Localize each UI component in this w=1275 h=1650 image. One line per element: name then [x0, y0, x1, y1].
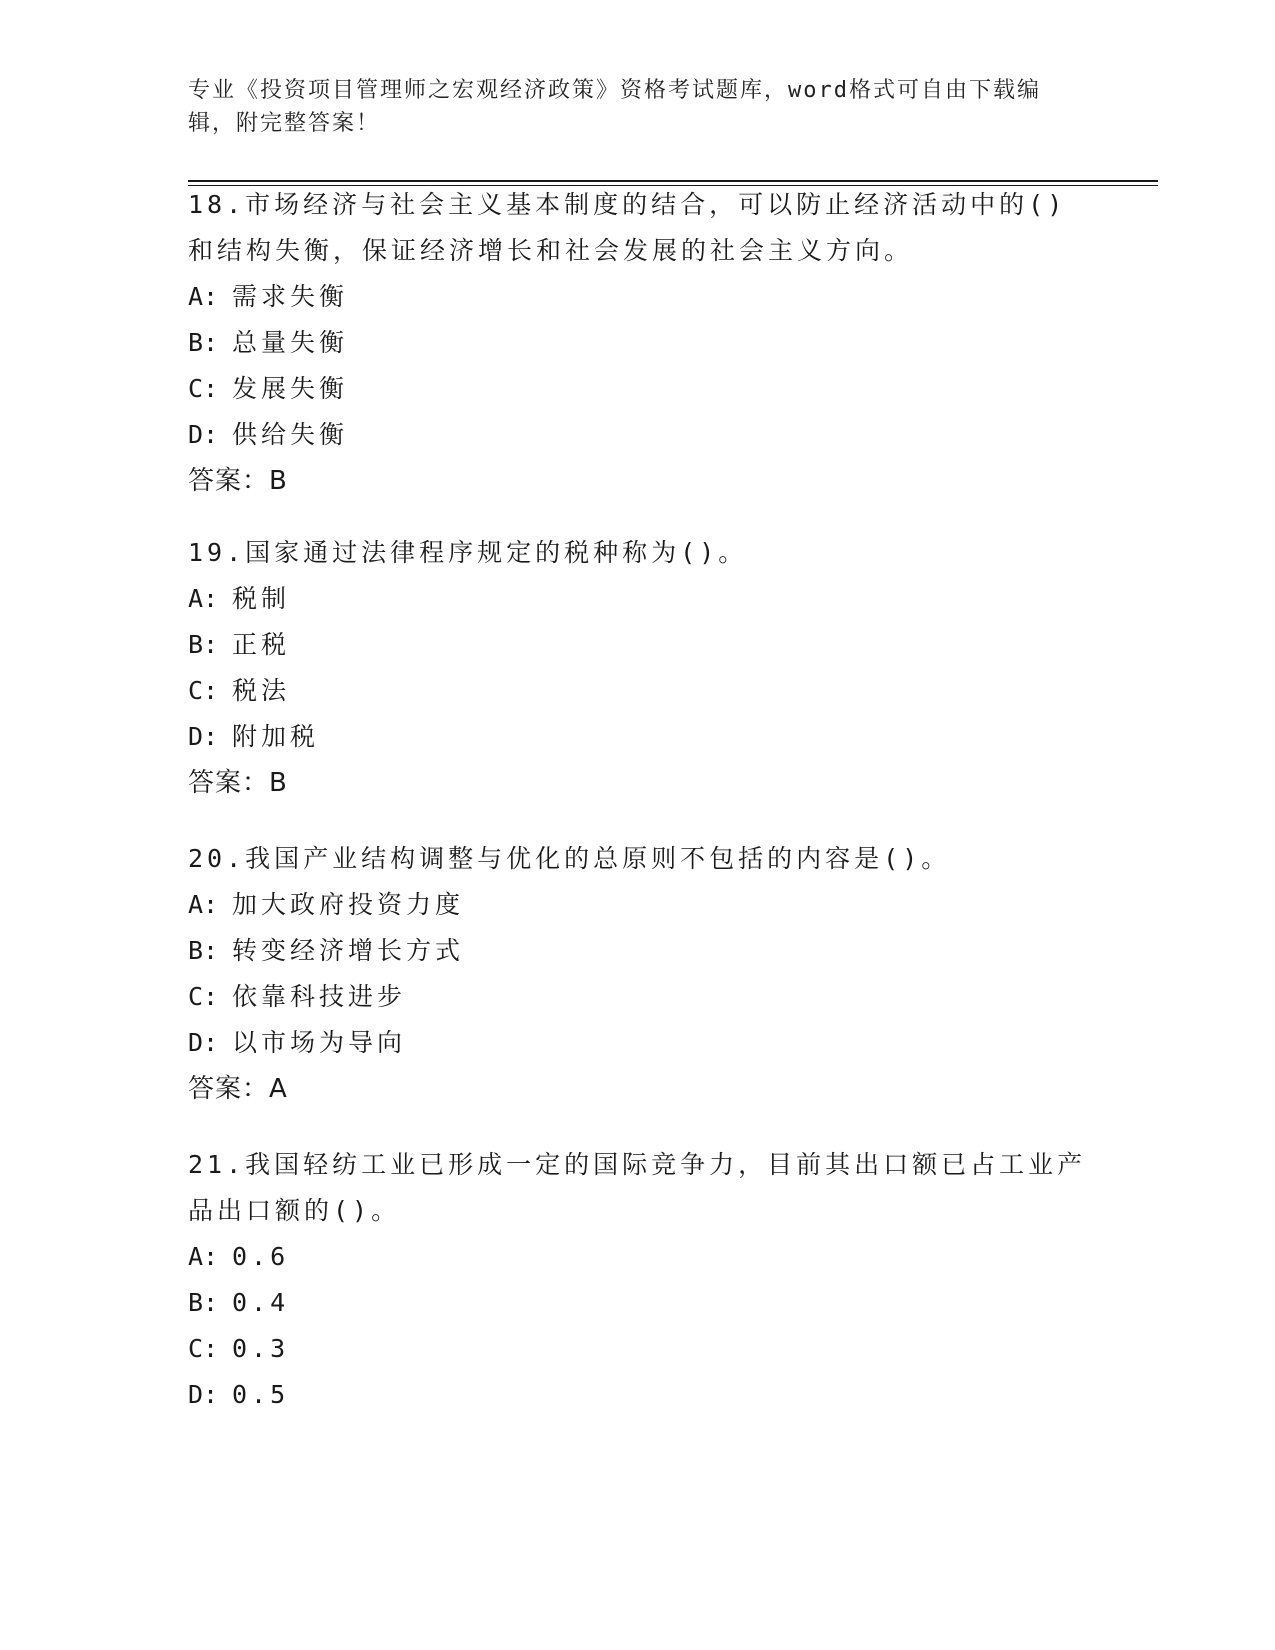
option-text: 正税 — [232, 630, 291, 659]
option-text: 总量失衡 — [232, 328, 349, 357]
option-c — [188, 366, 1088, 412]
option-key: A: — [188, 584, 219, 613]
document-header: 专业《投资项目管理师之宏观经济政策》资格考试题库，word格式可自由下载编辑，附完整答案！ — [188, 78, 1041, 136]
option-key: C: — [188, 982, 219, 1011]
option-a — [188, 882, 1088, 928]
question-18 — [188, 182, 1088, 504]
option-d — [188, 1020, 1088, 1066]
question-19 — [188, 530, 1088, 806]
option-b — [188, 622, 1088, 668]
option-a — [188, 1234, 1088, 1280]
option-a — [188, 274, 1088, 320]
option-c — [188, 1326, 1088, 1372]
answer: 答案：A — [188, 1074, 288, 1104]
option-key: B: — [188, 630, 219, 659]
option-text: 供给失衡 — [232, 420, 349, 449]
question-text: 21.我国轻纺工业已形成一定的国际竞争力，目前其出口额已占工业产品出口额的()。 — [188, 1150, 1087, 1225]
option-key: C: — [188, 374, 219, 403]
option-text: 0.3 — [232, 1334, 290, 1363]
option-d — [188, 1372, 1088, 1418]
option-text: 以市场为导向 — [232, 1028, 407, 1057]
option-key: D: — [188, 722, 219, 751]
option-text: 0.4 — [232, 1288, 290, 1317]
answer: 答案：B — [188, 466, 288, 496]
option-text: 税制 — [232, 584, 291, 613]
option-d — [188, 714, 1088, 760]
option-key: C: — [188, 676, 219, 705]
option-key: B: — [188, 328, 219, 357]
option-c — [188, 668, 1088, 714]
option-key: A: — [188, 1242, 219, 1271]
question-text: 20.我国产业结构调整与优化的总原则不包括的内容是()。 — [188, 844, 951, 873]
option-text: 附加税 — [232, 722, 320, 751]
option-text: 税法 — [232, 676, 291, 705]
option-c — [188, 974, 1088, 1020]
option-key: A: — [188, 890, 219, 919]
option-text: 加大政府投资力度 — [232, 890, 465, 919]
option-key: D: — [188, 1028, 219, 1057]
option-key: C: — [188, 1334, 219, 1363]
option-d — [188, 412, 1088, 458]
question-text: 18.市场经济与社会主义基本制度的结合，可以防止经济活动中的()和结构失衡，保证经济增长和社会发展的社会主义方向。 — [188, 190, 1067, 265]
option-key: B: — [188, 1288, 219, 1317]
option-b — [188, 1280, 1088, 1326]
answer: 答案：B — [188, 768, 288, 798]
option-key: D: — [188, 420, 219, 449]
option-text: 依靠科技进步 — [232, 982, 407, 1011]
question-20 — [188, 836, 1088, 1112]
option-key: A: — [188, 282, 219, 311]
option-text: 需求失衡 — [232, 282, 349, 311]
option-a — [188, 576, 1088, 622]
option-b — [188, 320, 1088, 366]
option-text: 0.6 — [232, 1242, 290, 1271]
option-text: 转变经济增长方式 — [232, 936, 465, 965]
question-text: 19.国家通过法律程序规定的税种称为()。 — [188, 538, 748, 567]
option-key: B: — [188, 936, 219, 965]
option-b — [188, 928, 1088, 974]
option-text: 0.5 — [232, 1380, 290, 1409]
question-21 — [188, 1142, 1088, 1418]
option-text: 发展失衡 — [232, 374, 349, 403]
option-key: D: — [188, 1380, 219, 1409]
